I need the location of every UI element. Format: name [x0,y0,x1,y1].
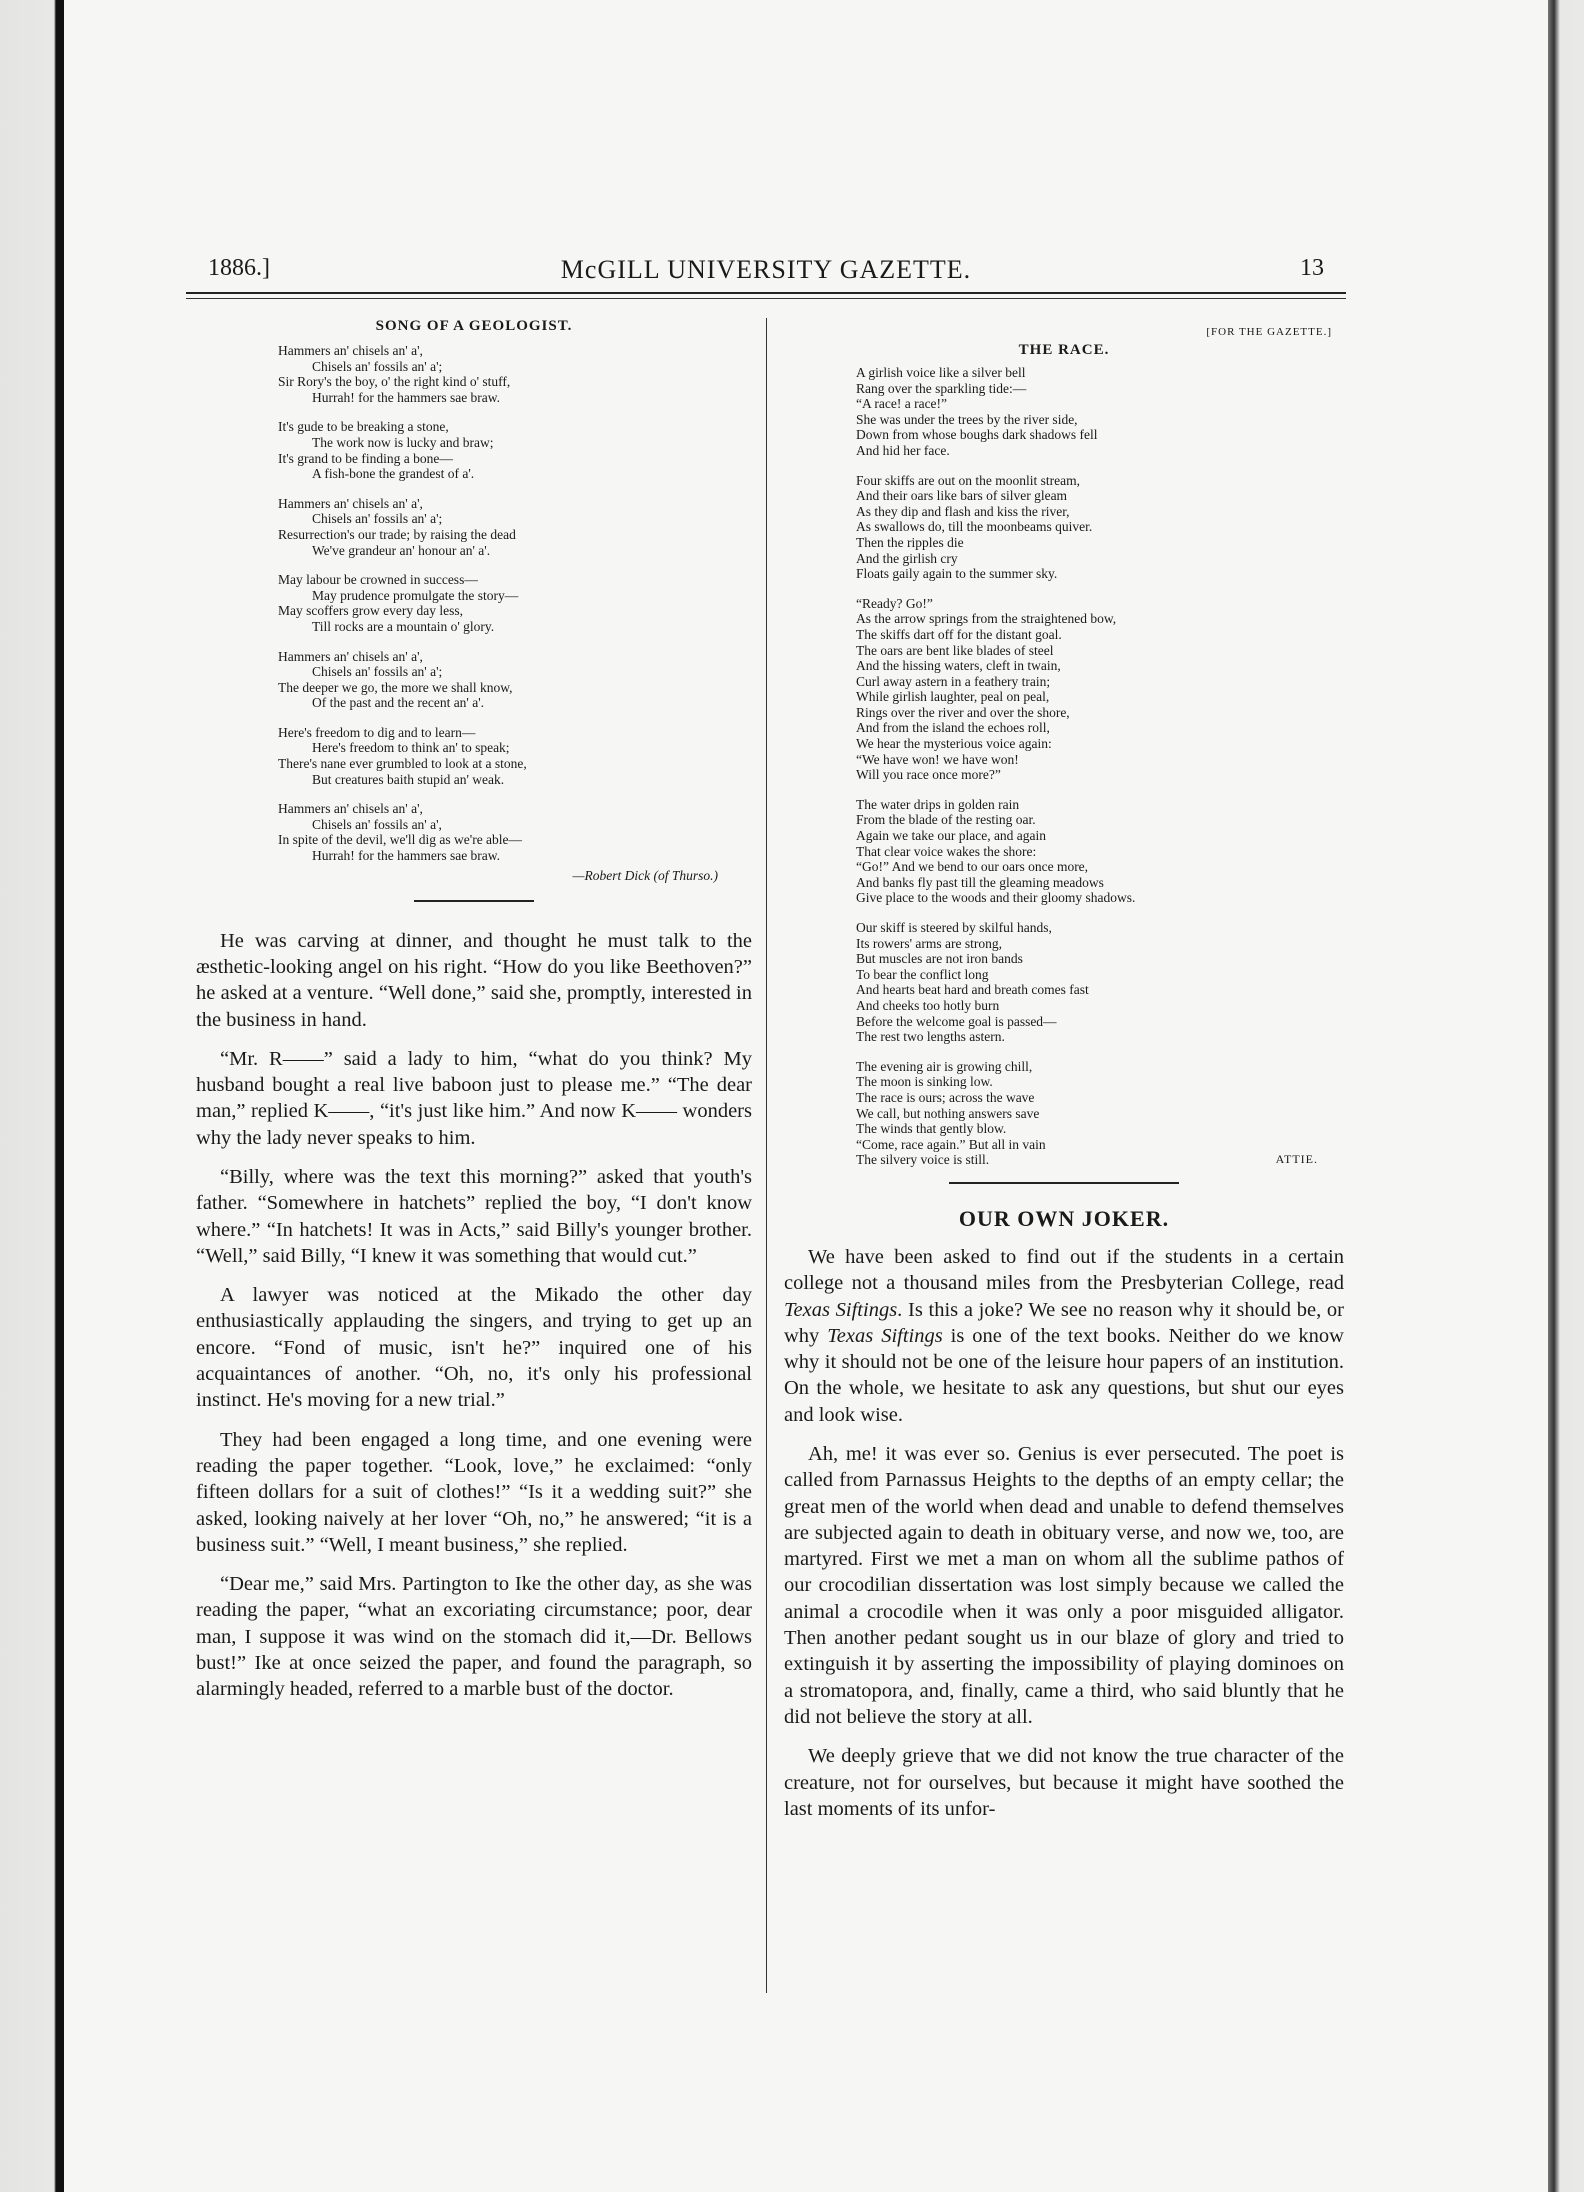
page-header [208,255,1324,295]
poem-stanza [856,797,1344,906]
poem-signature: ATTIE. [1275,1152,1318,1167]
left-prose [196,928,752,1703]
joker-paragraph: Ah, me! it was ever so. Genius is ever persecuted. The poet is called from Parnassus Heights to the depths of an empty cellar; the great men of the world when dead and unable to defend themselves are subjected again to death in obituary verse, and now we, too, are martyred. First we met a man on whom all the sublime pathos of our crocodilian dissertation was lost simply because we called the animal a crocodile when it was only a poor misguided alligator. Then another pedant sought us in our blaze of glory and tried to extinguish it by asserting the impossibility of playing dominoes on a stromatopora, and, finally, came a third, who said bluntly that he did not believe the story at all. [784,1442,1344,1728]
anecdote-paragraph: He was carving at dinner, and thought he must talk to the æsthetic-looking angel on his right. “How do you like Beethoven?” he asked at a venture. “Well done,” said she, promptly, interested in the business in hand. [196,929,752,1031]
poem-line: Sir Rory's the boy, o' the right kind o' stuff, [278,374,511,390]
poem-line: But muscles are not iron bands [856,951,1023,967]
poem-line: The race is ours; across the wave [856,1089,1035,1105]
poem-line: A fish-bone the grandest of a'. [312,466,475,482]
poem-line: It's gude to be breaking a stone, [278,419,449,435]
poem-line: Again we take our place, and again [856,828,1047,844]
poem-line: Curl away astern in a feathery train; [856,673,1051,689]
poem-line: And the hissing waters, cleft in twain, [856,658,1061,674]
poem-stanza [278,572,752,634]
poem-line: As they dip and flash and kiss the river, [856,503,1070,519]
anecdote-paragraph: “Billy, where was the text this morning?” asked that youth's father. “Somewhere in hatchets” replied the boy, “I don't know where.” “In hatchets! It was in Acts,” said Billy's younger brother. “Well,” said Billy, “I knew it was something that would cut.” [196,1166,752,1267]
poem-stanza [278,343,752,405]
header-year: 1886.] [208,255,270,281]
poem-line: Its rowers' arms are strong, [856,935,1003,951]
poem-line: Floats gaily again to the summer sky. [856,566,1058,582]
poem-line: Down from whose boughs dark shadows fell [856,427,1098,443]
joker-title: OUR OWN JOKER. [958,1205,1170,1231]
poem-line: Before the welcome goal is passed— [856,1013,1057,1029]
poem-line: And their oars like bars of silver gleam [856,488,1068,504]
right-column [784,326,1344,1835]
poem-line: Chisels an' fossils an' a'; [312,511,443,527]
poem-line: There's nane ever grumbled to look at a stone, [278,756,527,772]
poem-line: It's grand to be finding a bone— [278,450,453,466]
poem-line: Rings over the river and over the shore, [856,704,1070,720]
for-the-gazette-note: [FOR THE GAZETTE.] [1206,326,1332,338]
joker-paragraph: We deeply grieve that we did not know the true character of the creature, not for ourselves, but because it might have soothed the last moments of its unfor- [784,1745,1344,1820]
poem-line: Our skiff is steered by skilful hands, [856,920,1052,935]
poem-line: Hammers an' chisels an' a', [278,343,423,358]
poem-stanza [278,419,752,481]
poem-line: The silvery voice is still. [856,1152,990,1168]
poem-line: The deeper we go, the more we shall know, [278,679,513,695]
joker-paragraph [784,1244,1344,1428]
poem-line: Hammers an' chisels an' a', [278,801,423,817]
poem-line: Chisels an' fossils an' a'; [312,664,443,680]
poem-line: Here's freedom to think an' to speak; [312,740,510,756]
poem-line: “A race! a race!” [856,396,948,412]
anecdote-paragraph: “Mr. R——” said a lady to him, “what do you think? My husband bought a real live baboon just to please me.” “The dear man,” replied K——, “it's just like him.” And now K—— wonders why the lady never speaks to him. [196,1047,752,1149]
poem-line: The work now is lucky and braw; [312,434,494,450]
poem-line: Till rocks are a mountain o' glory. [312,618,495,634]
poem-line: Chisels an' fossils an' a', [312,816,442,832]
poem-line: And banks fly past till the gleaming meadows [856,874,1104,890]
poem-stanza [278,649,752,711]
poem-line: May scoffers grow every day less, [278,603,463,619]
header-rule [186,292,1346,294]
poem-line: Chisels an' fossils an' a'; [312,358,443,374]
poem-line: Resurrection's our trade; by raising the dead [278,526,516,542]
poem-line: But creatures baith stupid an' weak. [312,771,505,787]
poem-line: May labour be crowned in success— [278,572,478,588]
poem-line: May prudence promulgate the story— [312,587,519,603]
poem-line: Will you race once more?” [856,767,1001,783]
poem-line: Hurrah! for the hammers sae braw. [312,848,501,864]
poem-line: From the blade of the resting oar. [856,812,1036,828]
anecdote-paragraph: A lawyer was noticed at the Mikado the other day enthusiastically applauding the singers, and trying to get up an encore. “Fond of music, isn't he?” inquired one of his acquaintances of another. “Oh, no, it's only his professional instinct. He's moving for a new trial.” [196,1284,752,1412]
poem-line: Hammers an' chisels an' a', [278,495,423,511]
poem-line: While girlish laughter, peal on peal, [856,689,1050,705]
poem-line: We call, but nothing answers save [856,1105,1040,1121]
poem-stanza [856,1059,1344,1168]
poem-line: Rang over the sparkling tide:— [856,380,1027,396]
poem-stanza [278,801,752,863]
poem-line: “Come, race again.” But all in vain [856,1136,1046,1152]
anecdote-paragraph: They had been engaged a long time, and one evening were reading the paper together. “Look, love,” he exclaimed: “only fifteen dollars for a suit of clothes!” “Is it a wedding suit?” she asked, looking naively at her lover “Oh, no,” he answered; “it is a business suit.” “Well, I meant business,” she replied. [196,1428,752,1556]
poem-line: Here's freedom to dig and to learn— [278,724,476,740]
joker-prose [784,1244,1344,1822]
texas-siftings-title: Texas Siftings [784,1298,898,1321]
race-poem [784,365,1344,1168]
header-rule-thin [186,298,1346,299]
poem-line: The evening air is growing chill, [856,1058,1033,1074]
geologist-poem-title: SONG OF A GEOLOGIST. [375,318,573,334]
poem-line: The skiffs dart off for the distant goal. [856,626,1062,642]
joker-text: is one of the text books. Neither do we know why it should not be one of the leisure hour papers of an institution. On the whole, we hesitate to ask any questions, but shut our eyes and look wise. [784,1324,1344,1426]
section-rule [949,1182,1179,1184]
poem-line: Give place to the woods and their gloomy shadows. [856,890,1136,906]
poem-line: We've grandeur an' honour an' a'. [312,542,491,558]
poem-line: To bear the conflict long [856,966,989,982]
anecdote-paragraph: “Dear me,” said Mrs. Partington to Ike the other day, as she was reading the paper, “what an excoriating circumstance; poor, dear man, I suppose it was wind on the stomach did it,—Dr. Bellows bust!” Ike at once seized the paper, and found the paragraph, so alarmingly headed, referred to a marble bust of the doctor. [196,1573,752,1701]
poem-line: Hurrah! for the hammers sae braw. [312,389,501,405]
poem-line: And cheeks too hotly burn [856,997,1000,1013]
header-title: McGILL UNIVERSITY GAZETTE. [560,255,972,284]
poem-line: That clear voice wakes the shore: [856,843,1037,859]
poem-line: And the girlish cry [856,550,958,566]
poem-line: Hammers an' chisels an' a', [278,648,423,664]
poem-line: “Ready? Go!” [856,595,933,611]
poem-line: Four skiffs are out on the moonlit stream, [856,472,1080,488]
poem-line: And from the island the echoes roll, [856,720,1050,736]
texas-siftings-title: Texas Siftings [827,1324,943,1347]
poem-line: “Go!” And we bend to our oars once more, [856,859,1089,875]
poem-line: The rest two lengths astern. [856,1029,1005,1045]
poem-line: Of the past and the recent an' a'. [312,695,485,711]
column-divider [766,318,767,1993]
joker-text: We have been asked to find out if the students in a certain college not a thousand miles from the Presbyterian College, read [784,1245,1344,1295]
poem-line: As the arrow springs from the straightened bow, [856,611,1117,627]
poem-stanza [278,725,752,787]
poem-line: The oars are bent like blades of steel [856,642,1054,658]
joker-text: . Is this a joke? We see no reason why it should be, or why [784,1298,1344,1347]
poem-line: Then the ripples die [856,534,964,550]
poem-line: And hearts beat hard and breath comes fast [856,982,1089,998]
poem-line: As swallows do, till the moonbeams quiver. [856,519,1093,535]
poem-stanza [856,596,1344,783]
poem-line: And hid her face. [856,442,950,458]
poem-stanza [856,920,1344,1045]
poem-line: In spite of the devil, we'll dig as we're able— [278,832,523,848]
poem-line: The winds that gently blow. [856,1121,1007,1137]
left-column [196,318,752,1716]
poem-line: A girlish voice like a silver bell [856,365,1026,380]
poem-line: The water drips in golden rain [856,796,1020,812]
poem-line: The moon is sinking low. [856,1074,993,1090]
race-poem-title: THE RACE. [1018,342,1110,358]
poem-line: “We have won! we have won! [856,751,1019,767]
poem-stanza [856,365,1344,459]
header-page-number: 13 [1300,255,1324,281]
poem-stanza [856,473,1344,582]
poem-line: We hear the mysterious voice again: [856,736,1052,752]
poem-line: She was under the trees by the river side, [856,411,1078,427]
poem-attribution: —Robert Dick (of Thurso.) [572,867,718,883]
section-rule [414,900,534,902]
geologist-poem [196,343,752,864]
poem-stanza [278,496,752,558]
